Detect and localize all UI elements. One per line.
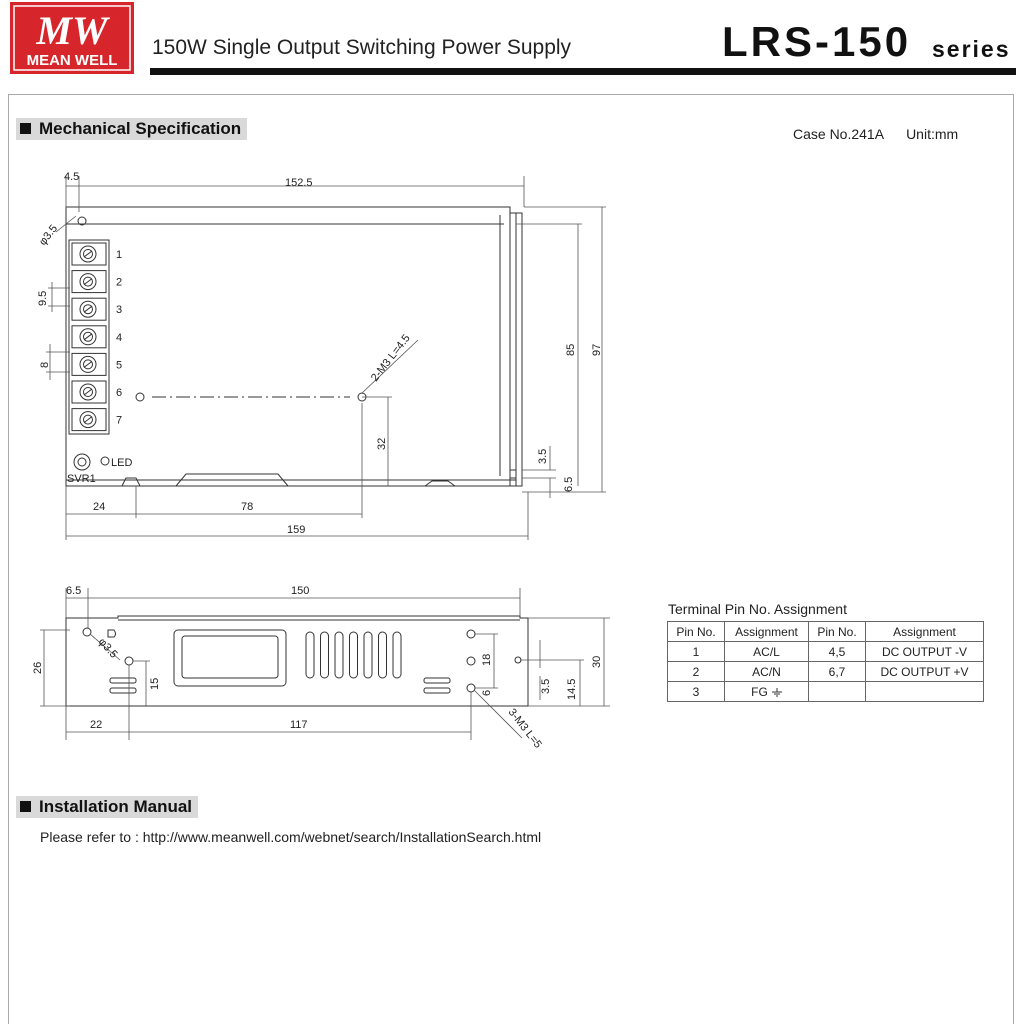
terminal-number: 4: [116, 331, 123, 344]
side-dim-hole-15: 15: [149, 677, 161, 690]
terminal-screw-slot: [84, 306, 92, 312]
terminal-block: [69, 240, 109, 434]
side-dim-hole-18: 18: [481, 653, 493, 666]
svr-label: SVR1: [67, 473, 96, 485]
side-dim-length-top: 150: [291, 585, 310, 597]
terminal-pin-table: [667, 621, 984, 702]
ground-symbol-icon: [772, 688, 782, 697]
terminal-screw-slot: [84, 361, 92, 367]
dim-height-inner: 85: [565, 343, 577, 356]
dim-edge-35: 3.5: [537, 448, 549, 464]
dim-height-total: 97: [591, 343, 603, 356]
table-cell: 4,5: [809, 642, 866, 662]
led-label: LED: [111, 457, 133, 469]
bullet-square-icon: [20, 801, 31, 812]
installation-reference: Please refer to : http://www.meanwell.com/webnet/search/InstallationSearch.html: [40, 829, 542, 845]
side-hole-mid-right: [467, 657, 475, 665]
header-model: LRS-150: [722, 18, 912, 65]
mount-hole-left: [136, 393, 144, 401]
svr-knob: [74, 454, 90, 470]
table-header-row: [668, 622, 984, 642]
table-cell: DC OUTPUT +V: [866, 662, 984, 682]
table-cell-text: FG: [751, 684, 768, 699]
table-row: [668, 682, 984, 702]
vent-slot: [393, 632, 401, 678]
side-dim-hole-dia: φ3.5: [95, 635, 120, 661]
side-dim-22: 22: [90, 719, 103, 731]
logo-mark: MW: [36, 8, 108, 53]
table-header-cell: Assignment: [866, 622, 984, 642]
table-cell: [809, 682, 866, 702]
led-indicator: [101, 457, 109, 465]
table-cell-fg: [725, 682, 809, 702]
terminal-screw-slot: [84, 251, 92, 257]
vent-slot: [321, 632, 329, 678]
side-hole-mid-left: [125, 657, 133, 665]
dim-length-top: 152.5: [285, 177, 313, 189]
mechanical-heading-text: Mechanical Specification: [39, 119, 242, 138]
table-header-cell: Assignment: [725, 622, 809, 642]
vent-slot: [335, 632, 343, 678]
table-cell: [866, 682, 984, 702]
dim-edge-65: 6.5: [563, 476, 575, 492]
table-row: [668, 662, 984, 682]
dim-hole-dia: φ3.5: [36, 222, 61, 248]
table-cell: DC OUTPUT -V: [866, 642, 984, 662]
terminal-number: 5: [116, 359, 123, 372]
dim-length-total: 159: [287, 524, 306, 536]
installation-heading: [16, 796, 198, 818]
terminal-number: 2: [116, 276, 123, 289]
side-dim-screw-spec: 3-M3 L=5: [505, 706, 544, 751]
side-hole-top-right: [467, 630, 475, 638]
terminal-number: 3: [116, 304, 123, 317]
dim-pitch: 9.5: [37, 290, 49, 306]
dim-24: 24: [93, 501, 106, 513]
terminal-screw-slot: [84, 417, 92, 423]
logo-name: MEAN WELL: [26, 52, 118, 69]
unit-label: Unit:mm: [906, 126, 959, 142]
table-row: [668, 642, 984, 662]
side-dim-height-left: 26: [32, 661, 44, 674]
table-cell: AC/L: [725, 642, 809, 662]
table-cell: AC/N: [725, 662, 809, 682]
table-header-cell: Pin No.: [809, 622, 866, 642]
terminal-screws: [72, 243, 122, 431]
case-number: Case No.241A: [793, 126, 885, 142]
side-hole-top-left: [83, 628, 91, 636]
table-cell: 3: [668, 682, 725, 702]
terminal-number: 6: [116, 387, 123, 399]
terminal-screw-slot: [84, 279, 92, 285]
terminal-number: 1: [116, 249, 123, 261]
side-vents: [306, 632, 401, 678]
vent-slot: [350, 632, 358, 678]
terminal-number: 7: [116, 414, 123, 427]
table-cell: 6,7: [809, 662, 866, 682]
vent-slot: [364, 632, 372, 678]
installation-heading-text: Installation Manual: [39, 797, 193, 816]
top-view-outline: [66, 207, 522, 486]
header-subtitle: 150W Single Output Switching Power Supply: [152, 36, 572, 59]
side-dim-edge-35: 3.5: [540, 678, 552, 694]
side-dim-hole-6: 6: [481, 689, 493, 696]
side-hole-bottom-right: [467, 684, 475, 692]
header-series: series: [932, 36, 1011, 62]
terminal-table-title: Terminal Pin No. Assignment: [668, 601, 847, 617]
table-header-cell: Pin No.: [668, 622, 725, 642]
dim-screw-spec: 2-M3 L=4.5: [368, 332, 413, 384]
table-cell: 2: [668, 662, 725, 682]
terminal-screw-slot: [84, 334, 92, 340]
vent-slot: [379, 632, 387, 678]
side-dim-offset-left: 6.5: [66, 585, 82, 597]
dim-78: 78: [241, 501, 254, 513]
side-dim-117: 117: [290, 719, 308, 731]
dim-offset-left: 4.5: [64, 171, 80, 183]
vent-slot: [306, 632, 314, 678]
table-cell: 1: [668, 642, 725, 662]
side-dim-height-total: 30: [591, 655, 603, 668]
side-dim-height-145: 14.5: [566, 678, 578, 700]
dim-hole-height: 32: [376, 437, 388, 450]
dim-pin-width: 8: [39, 361, 51, 368]
terminal-screw-slot: [84, 389, 92, 395]
